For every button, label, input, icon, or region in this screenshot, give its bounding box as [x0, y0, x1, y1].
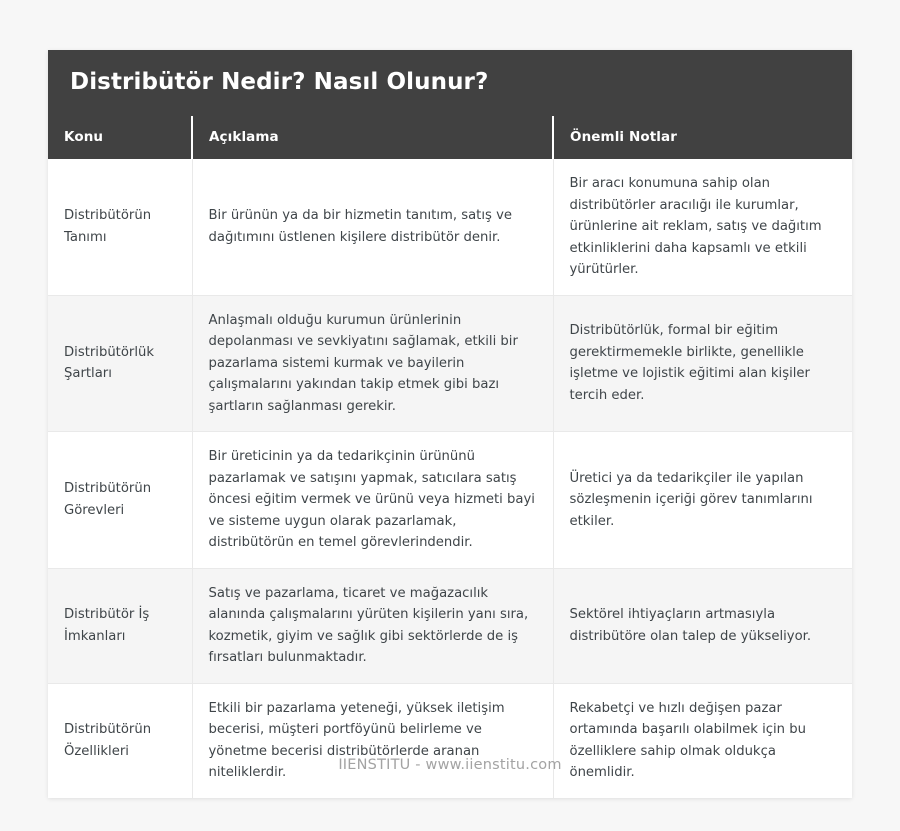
column-header-onemli-notlar: Önemli Notlar [553, 116, 852, 159]
table-row [48, 159, 852, 295]
table-row [48, 295, 852, 432]
cell-topic: Distribütörlük Şartları [48, 295, 192, 432]
card-title-bar [48, 50, 852, 116]
cell-description: Bir üreticinin ya da tedarikçinin ürününü pazarlamak ve satışını yapmak, satıcılara satış öncesi eğitim vermek ve ürünü veya hizmeti bayi ve sisteme uygun olarak pazarlamak, distribütörün en temel görevlerindendir. [192, 432, 553, 569]
footer-attribution: IIENSTITU - www.iienstitu.com [338, 757, 562, 773]
cell-topic: Distribütörün Tanımı [48, 159, 192, 295]
table-body [48, 159, 852, 798]
cell-description: Satış ve pazarlama, ticaret ve mağazacılık alanında çalışmalarını yürüten kişilerin yanı sıra, kozmetik, giyim ve sağlık gibi sektörlerde de iş fırsatları bulunmaktadır. [192, 568, 553, 683]
cell-description: Anlaşmalı olduğu kurumun ürünlerinin depolanması ve sevkiyatını sağlamak, etkili bir pazarlama sistemi kurmak ve bayilerin çalışmalarını yakından takip etmek gibi bazı şartların sağlanması gerekir. [192, 295, 553, 432]
info-card [48, 50, 852, 798]
cell-topic: Distribütör İş İmkanları [48, 568, 192, 683]
cell-notes: Distribütörlük, formal bir eğitim gerektirmemekle birlikte, genellikle işletme ve lojistik eğitimi alan kişiler tercih eder. [553, 295, 852, 432]
table-header-row [48, 116, 852, 159]
table-row [48, 432, 852, 569]
info-table [48, 116, 852, 798]
table-row [48, 683, 852, 798]
table-row [48, 568, 852, 683]
column-header-aciklama: Açıklama [192, 116, 553, 159]
cell-notes: Rekabetçi ve hızlı değişen pazar ortamında başarılı olabilmek için bu özelliklere sahip olmak oldukça önemlidir. [553, 683, 852, 798]
cell-topic: Distribütörün Görevleri [48, 432, 192, 569]
table-header [48, 116, 852, 159]
cell-notes: Sektörel ihtiyaçların artmasıyla distribütöre olan talep de yükseliyor. [553, 568, 852, 683]
cell-topic: Distribütörün Özellikleri [48, 683, 192, 798]
cell-description: Bir ürünün ya da bir hizmetin tanıtım, satış ve dağıtımını üstlenen kişilere distribütör denir. [192, 159, 553, 295]
column-header-konu: Konu [48, 116, 192, 159]
cell-notes: Üretici ya da tedarikçiler ile yapılan sözleşmenin içeriği görev tanımlarını etkiler. [553, 432, 852, 569]
cell-description: Etkili bir pazarlama yeteneği, yüksek iletişim becerisi, müşteri portföyünü belirleme ve yönetme becerisi distribütörlerde aranan niteliklerdir. [192, 683, 553, 798]
cell-notes: Bir aracı konumuna sahip olan distribütörler aracılığı ile kurumlar, ürünlerine ait reklam, satış ve dağıtım etkinliklerini daha kapsamlı ve etkili yürütürler. [553, 159, 852, 295]
page-title: Distribütör Nedir? Nasıl Olunur? [70, 69, 489, 95]
